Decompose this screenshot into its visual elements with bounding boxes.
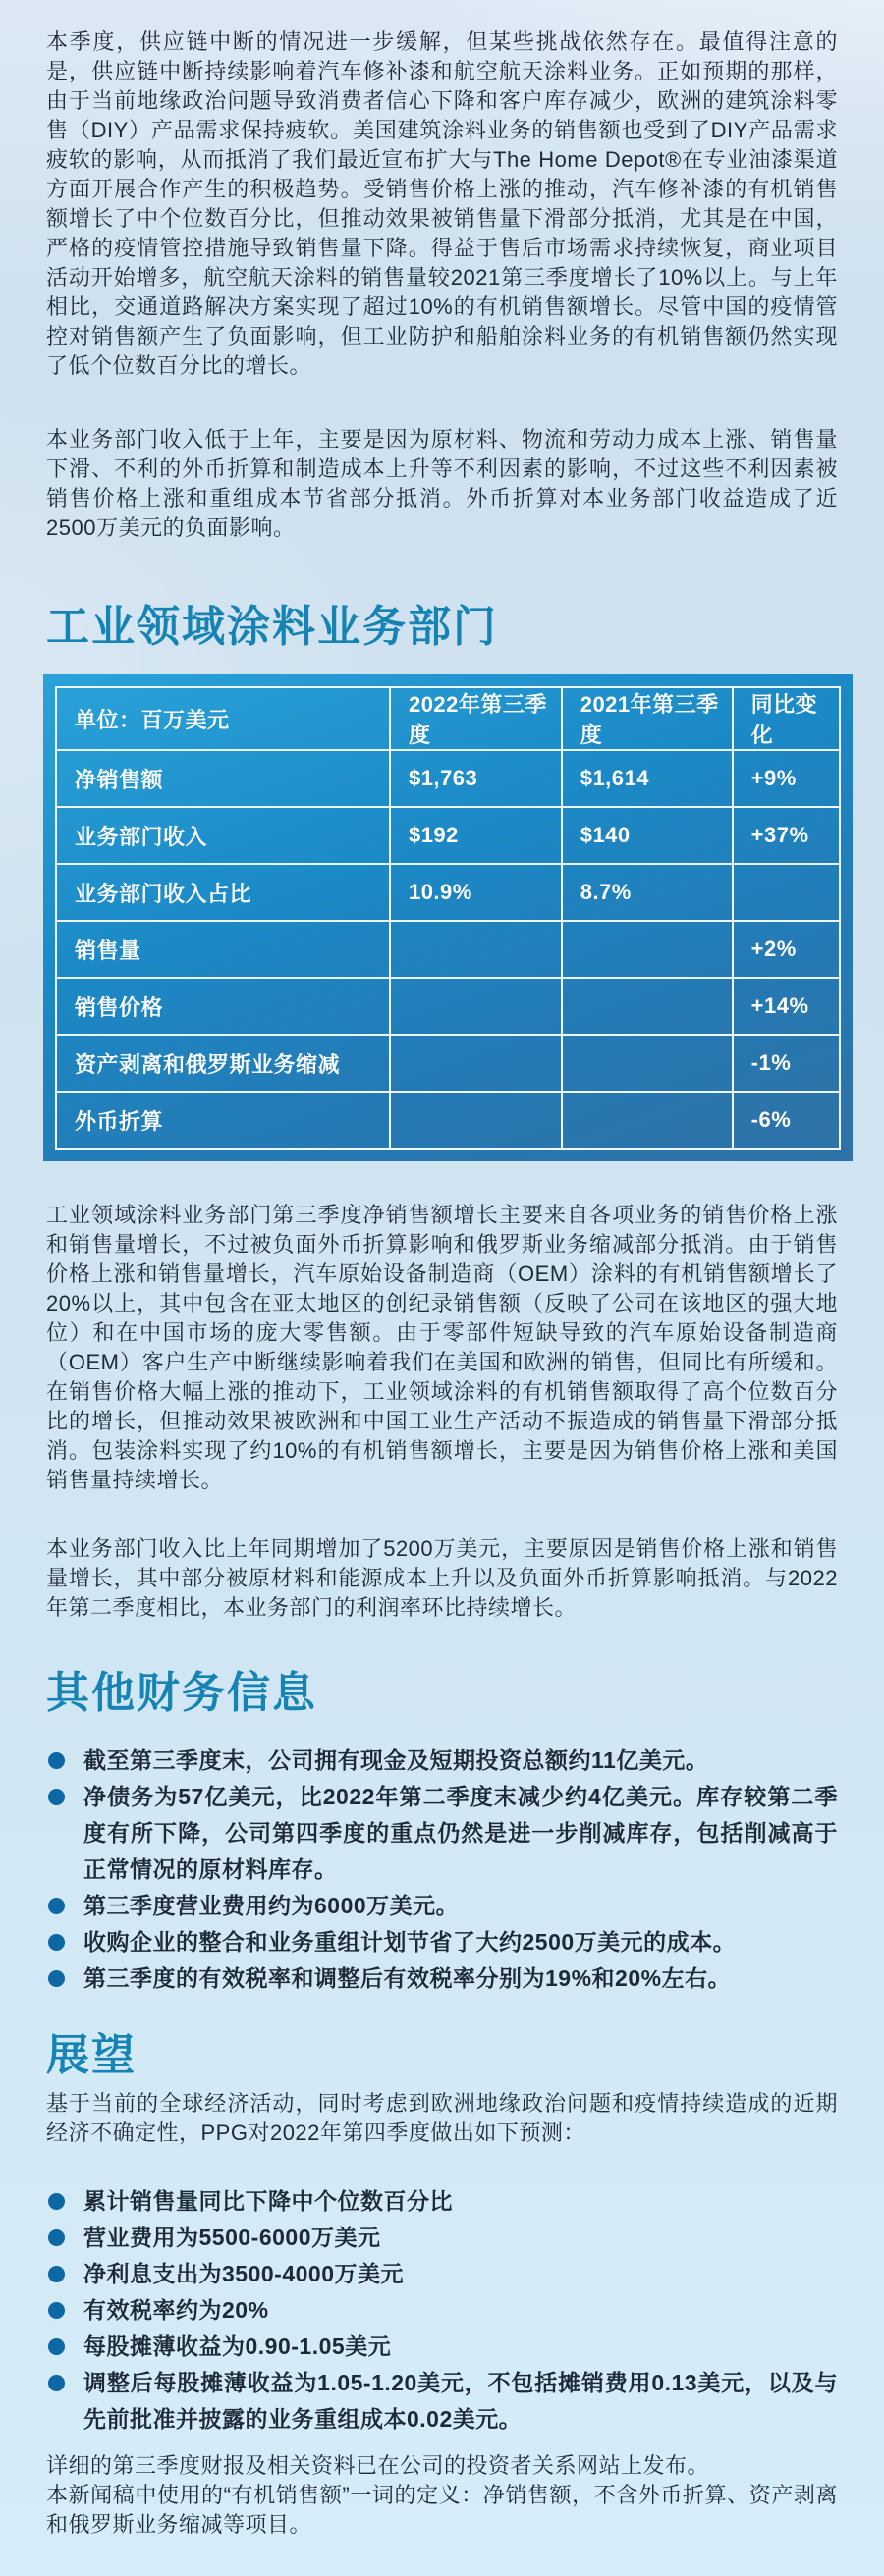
list-item — [46, 2292, 838, 2329]
row-q3-2021 — [562, 978, 733, 1035]
row-q3-2022 — [390, 978, 562, 1035]
table-header-q3-2022: 2022年第三季度 — [390, 687, 562, 750]
bullet-dot-icon — [48, 2302, 65, 2319]
bullet-dot-icon — [48, 1898, 65, 1914]
intro-section — [46, 27, 838, 543]
row-yoy: +9% — [733, 750, 840, 807]
table-header-unit: 单位：百万美元 — [56, 687, 390, 750]
section-title-outlook: 展望 — [46, 2031, 137, 2079]
list-item — [46, 1960, 838, 1997]
list-item — [46, 2220, 838, 2256]
table-row-selling-price — [56, 978, 840, 1035]
list-item-text: 收购企业的整合和业务重组计划节省了大约2500万美元的成本。 — [83, 1929, 737, 1955]
footer-line-2: 本新闻稿中使用的“有机销售额”一词的定义：净销售额，不含外币折算、资产剥离和俄罗斯业务缩减等项目。 — [46, 2483, 838, 2537]
outlook-list — [46, 2183, 838, 2438]
list-item-text: 累计销售量同比下降中个位数百分比 — [83, 2188, 453, 2214]
list-item-text: 第三季度营业费用约为6000万美元。 — [83, 1893, 460, 1918]
row-q3-2021: $1,614 — [562, 750, 733, 807]
industrial-financial-table — [43, 674, 853, 1161]
row-yoy: +2% — [733, 921, 840, 978]
bullet-dot-icon — [48, 2229, 65, 2246]
bullet-dot-icon — [48, 2375, 65, 2391]
list-item — [46, 1888, 838, 1924]
list-item-text: 第三季度的有效税率和调整后有效税率分别为19%和20%左右。 — [83, 1965, 732, 1991]
row-q3-2022 — [390, 1035, 562, 1092]
row-q3-2022: $1,763 — [390, 750, 562, 807]
row-label: 外币折算 — [56, 1092, 390, 1149]
list-item-text: 营业费用为5500-6000万美元 — [83, 2225, 381, 2250]
industrial-paragraph-2: 本业务部门收入比上年同期增加了5200万美元，主要原因是销售价格上涨和销售量增长，其中部分被原材料和能源成本上升以及负面外币折算影响抵消。与2022年第二季度相比，本业务部门的利润率环比持续增长。 — [46, 1536, 838, 1620]
bullet-dot-icon — [48, 1970, 65, 1987]
list-item — [46, 2365, 838, 2438]
table-header-row — [56, 687, 840, 750]
bullet-dot-icon — [48, 1752, 65, 1769]
bullet-dot-icon — [48, 2338, 65, 2355]
row-label: 业务部门收入占比 — [56, 864, 390, 921]
row-label: 净销售额 — [56, 750, 390, 807]
row-yoy — [733, 864, 840, 921]
bullet-dot-icon — [48, 2193, 65, 2210]
table-row-segment-income — [56, 807, 840, 864]
list-item — [46, 2329, 838, 2365]
row-q3-2022 — [390, 1092, 562, 1149]
list-item — [46, 2183, 838, 2220]
row-yoy: -6% — [733, 1092, 840, 1149]
footer-line-1: 详细的第三季度财报及相关资料已在公司的投资者关系网站上发布。 — [46, 2453, 710, 2478]
row-q3-2022: 10.9% — [390, 864, 562, 921]
row-q3-2022: $192 — [390, 807, 562, 864]
list-item-text: 有效税率约为20% — [83, 2297, 269, 2323]
other-financial-list — [46, 1743, 838, 1997]
row-q3-2021: 8.7% — [562, 864, 733, 921]
intro-paragraph-2: 本业务部门收入低于上年，主要是因为原材料、物流和劳动力成本上涨、销售量下滑、不利的外币折算和制造成本上升等不利因素的影响，不过这些不利因素被销售价格上涨和重组成本节省部分抵消。外币折算对本业务部门收益造成了近2500万美元的负面影响。 — [46, 427, 838, 540]
row-yoy: +37% — [733, 807, 840, 864]
intro-paragraph-1: 本季度，供应链中断的情况进一步缓解，但某些挑战依然存在。最值得注意的是，供应链中断持续影响着汽车修补漆和航空航天涂料业务。正如预期的那样，由于当前地缘政治问题导致消费者信心下降和客户库存减少，欧洲的建筑涂料零售（DIY）产品需求保持疲软。美国建筑涂料业务的销售额也受到了DIY产品需求疲软的影响，从而抵消了我们最近宣布扩大与The Home Depot®在专业油漆渠道方面开展合作产生的积极趋势。受销售价格上涨的推动，汽车修补漆的有机销售额增长了中个位数百分比，但推动效果被销售量下滑部分抵消，尤其是在中国，严格的疫情管控措施导致销售量下降。得益于售后市场需求持续恢复，商业项目活动开始增多，航空航天涂料的销售量较2021第三季度增长了10%以上。与上年相比，交通道路解决方案实现了超过10%的有机销售额增长。尽管中国的疫情管控对销售额产生了负面影响，但工业防护和船舶涂料业务的有机销售额仍然实现了低个位数百分比的增长。 — [46, 29, 838, 378]
list-item-text: 每股摊薄收益为0.90-1.05美元 — [83, 2334, 392, 2359]
outlook-intro-paragraph: 基于当前的全球经济活动，同时考虑到欧洲地缘政治问题和疫情持续造成的近期经济不确定性，PPG对2022年第四季度做出如下预测： — [46, 2091, 838, 2145]
list-item — [46, 2256, 838, 2292]
row-yoy: -1% — [733, 1035, 840, 1092]
row-q3-2021 — [562, 1092, 733, 1149]
table-header-yoy: 同比变化 — [733, 687, 840, 750]
table-header-q3-2021: 2021年第三季度 — [562, 687, 733, 750]
list-item — [46, 1779, 838, 1888]
table-row-net-sales — [56, 750, 840, 807]
section-title-industrial: 工业领域涂料业务部门 — [46, 603, 498, 651]
table-row-currency — [56, 1092, 840, 1149]
row-q3-2021 — [562, 921, 733, 978]
list-item — [46, 1743, 838, 1779]
row-q3-2022 — [390, 921, 562, 978]
list-item — [46, 1924, 838, 1960]
financial-table — [55, 686, 841, 1150]
list-item-text: 净利息支出为3500-4000万美元 — [83, 2261, 404, 2286]
section-title-other-financial: 其他财务信息 — [46, 1669, 317, 1717]
row-label: 销售价格 — [56, 978, 390, 1035]
industrial-paragraph-1: 工业领域涂料业务部门第三季度净销售额增长主要来自各项业务的销售价格上涨和销售量增长，不过被负面外币折算影响和俄罗斯业务缩减部分抵消。由于销售价格上涨和销售量增长，汽车原始设备制造商（OEM）涂料的有机销售额增长了20%以上，其中包含在亚太地区的创纪录销售额（反映了公司在该地区的强大地位）和在中国市场的庞大零售额。由于零部件短缺导致的汽车原始设备制造商（OEM）客户生产中断继续影响着我们在美国和欧洲的销售，但同比有所缓和。在销售价格大幅上涨的推动下，工业领域涂料的有机销售额取得了高个位数百分比的增长，但推动效果被欧洲和中国工业生产活动不振造成的销售量下滑部分抵消。包装涂料实现了约10%的有机销售额增长，主要是因为销售价格上涨和美国销售量持续增长。 — [46, 1203, 838, 1492]
table-row-sales-volume — [56, 921, 840, 978]
row-yoy: +14% — [733, 978, 840, 1035]
row-q3-2021 — [562, 1035, 733, 1092]
list-item-text: 净债务为57亿美元，比2022年第二季度末减少约4亿美元。库存较第二季度有所下降，公司第四季度的重点仍然是进一步削减库存，包括削减高于正常情况的原材料库存。 — [83, 1784, 838, 1882]
bullet-dot-icon — [48, 1934, 65, 1951]
footer-notes — [46, 2451, 838, 2540]
table-row-income-margin — [56, 864, 840, 921]
row-label: 业务部门收入 — [56, 807, 390, 864]
bullet-dot-icon — [48, 1789, 65, 1805]
list-item-text: 调整后每股摊薄收益为1.05-1.20美元，不包括摊销费用0.13美元，以及与先前批准并披露的业务重组成本0.02美元。 — [83, 2370, 838, 2432]
row-label: 资产剥离和俄罗斯业务缩减 — [56, 1035, 390, 1092]
row-q3-2021: $140 — [562, 807, 733, 864]
row-label: 销售量 — [56, 921, 390, 978]
list-item-text: 截至第三季度末，公司拥有现金及短期投资总额约11亿美元。 — [83, 1747, 709, 1773]
table-row-divestitures — [56, 1035, 840, 1092]
bullet-dot-icon — [48, 2266, 65, 2282]
